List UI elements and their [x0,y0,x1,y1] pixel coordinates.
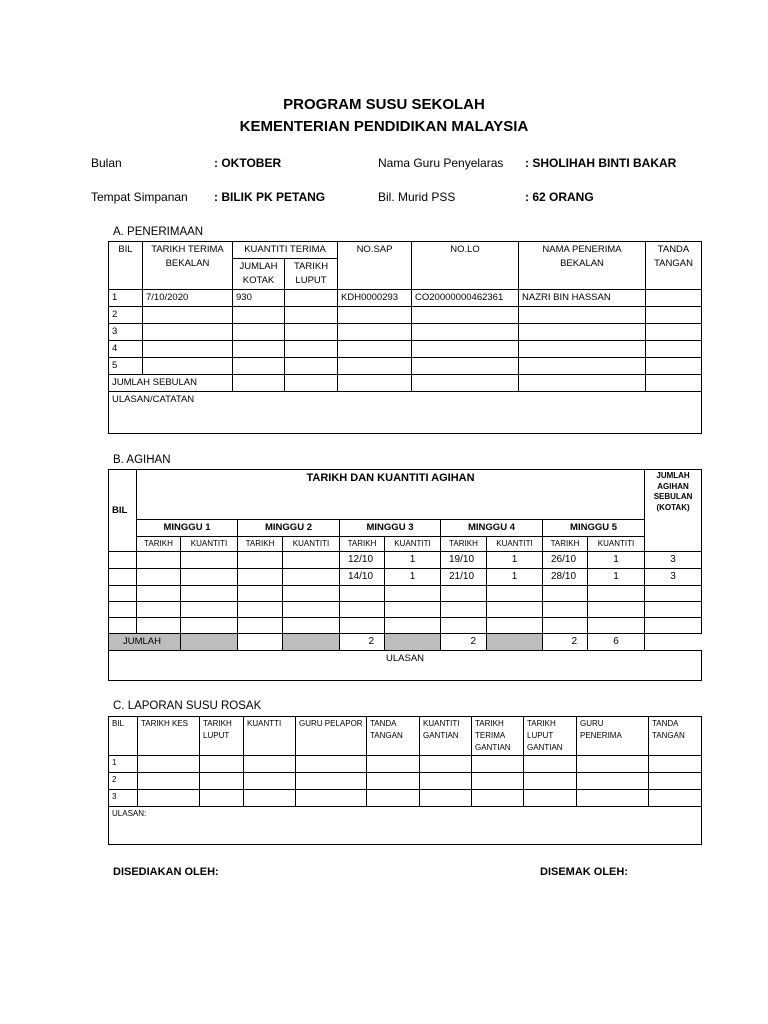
table-cell [367,773,420,790]
cell-kuantiti [385,602,441,618]
table-row [109,341,702,358]
table-cell [296,756,367,773]
cell-tarikh: 14/10 [340,569,385,586]
cell-tt [646,307,702,324]
cell-kuantiti [283,569,340,586]
table-cell [367,790,420,807]
week-header: MINGGU 1 [137,520,238,537]
laporan-ulasan: ULASAN: [109,807,702,845]
cell-tarikh [137,602,181,618]
cell-lo: CO20000000462361 [412,290,519,307]
jumlah-cell-shaded [487,634,543,651]
week-header: MINGGU 2 [238,520,340,537]
cell-kuantiti [181,552,238,569]
table-cell [420,756,472,773]
table-cell [649,790,702,807]
header-kuantiti-terima: KUANTITI TERIMA [233,242,338,259]
table-cell [646,375,702,392]
cell-sap: KDH0000293 [338,290,412,307]
header-no-sap: NO.SAP [338,242,412,290]
table-cell [244,756,296,773]
table-cell [519,375,646,392]
jumlah-cell: 2 [441,634,487,651]
cell-nama [519,324,646,341]
cell-tarikh [137,552,181,569]
table-row [109,290,702,307]
cell-jumlah [233,358,285,375]
bulan-value: : OKTOBER [214,156,282,170]
jumlah-cell [238,634,283,651]
table-cell [472,790,524,807]
header-cell: TARIKH KES [138,717,200,756]
cell-kuantiti: 1 [487,552,543,569]
document-title: PROGRAM SUSU SEKOLAH [283,96,485,113]
cell-bil: 4 [109,341,143,358]
cell-lo [412,358,519,375]
cell-luput [285,307,338,324]
cell-kuantiti [283,602,340,618]
header-cell: KUANTTI [244,717,296,756]
table-cell [244,790,296,807]
table-cell [367,756,420,773]
cell-kuantiti [181,569,238,586]
cell-kuantiti: 1 [385,552,441,569]
cell-lo [412,324,519,341]
table-cell [420,790,472,807]
table-cell [200,756,244,773]
cell-bil [109,586,137,602]
table-row [109,307,702,324]
cell-bil: 3 [109,790,138,807]
penerimaan-table [108,241,702,434]
header-bil: BIL [109,470,137,552]
table-cell [244,773,296,790]
table-cell [138,756,200,773]
cell-tarikh [543,618,588,634]
table-cell [524,790,577,807]
sub-header-tarikh: TARIKH [543,537,588,552]
table-cell [649,773,702,790]
cell-bil: 2 [109,773,138,790]
cell-kuantiti [181,586,238,602]
cell-luput [285,341,338,358]
cell-tarikh [137,586,181,602]
header-cell: TARIKH TERIMA GANTIAN [472,717,524,756]
cell-kuantiti [385,586,441,602]
cell-tarikh [143,307,233,324]
table-cell [412,375,519,392]
sub-header-kuantiti: KUANTITI [181,537,238,552]
table-cell [472,773,524,790]
cell-tarikh [340,618,385,634]
table-row [109,324,702,341]
table-row [109,773,702,790]
table-cell [649,756,702,773]
cell-kuantiti [588,586,645,602]
header-jumlah-agihan: JUMLAH AGIHAN SEBULAN (KOTAK) [645,470,702,552]
sub-header-kuantiti: KUANTITI [588,537,645,552]
header-tarikh-terima: TARIKH TERIMA BEKALAN [143,242,233,290]
table-cell [233,375,285,392]
cell-bil [109,552,137,569]
header-cell: KUANTITI GANTIAN [420,717,472,756]
cell-kuantiti [487,618,543,634]
header-jumlah-kotak: JUMLAH KOTAK [233,259,285,290]
cell-total [645,586,702,602]
table-row [109,756,702,773]
cell-bil: 1 [109,290,143,307]
cell-nama [519,341,646,358]
header-tanda-tangan: TANDA TANGAN [646,242,702,290]
cell-sap [338,324,412,341]
table-cell [420,773,472,790]
cell-nama [519,307,646,324]
cell-kuantiti [181,618,238,634]
tempat-label: Tempat Simpanan [91,190,188,204]
cell-bil: 3 [109,324,143,341]
cell-kuantiti [588,602,645,618]
cell-nama: NAZRI BIN HASSAN [519,290,646,307]
cell-kuantiti [487,586,543,602]
table-cell [200,790,244,807]
week-header: MINGGU 4 [441,520,543,537]
cell-total [645,602,702,618]
table-cell [296,773,367,790]
cell-tt [646,358,702,375]
murid-value: : 62 ORANG [525,190,594,204]
header-cell: TANDA TANGAN [367,717,420,756]
jumlah-cell-shaded [385,634,441,651]
cell-bil [109,618,137,634]
cell-luput [285,324,338,341]
header-cell: TARIKH LUPUT [200,717,244,756]
cell-tarikh [441,602,487,618]
cell-tarikh: 19/10 [441,552,487,569]
cell-tt [646,341,702,358]
sub-header-tarikh: TARIKH [340,537,385,552]
cell-tarikh [441,586,487,602]
cell-jumlah: 930 [233,290,285,307]
cell-tarikh [543,586,588,602]
cell-total [645,618,702,634]
header-cell: BIL [109,717,138,756]
agihan-table [108,469,702,681]
cell-kuantiti: 1 [385,569,441,586]
cell-jumlah [233,341,285,358]
cell-bil: 2 [109,307,143,324]
cell-tarikh [137,569,181,586]
table-cell [577,790,649,807]
cell-lo [412,341,519,358]
table-cell [296,790,367,807]
sub-header-tarikh: TARIKH [137,537,181,552]
header-tarikh-luput: TARIKH LUPUT [285,259,338,290]
cell-luput [285,358,338,375]
cell-kuantiti [385,618,441,634]
sub-header-kuantiti: KUANTITI [283,537,340,552]
table-row [109,358,702,375]
cell-sap [338,341,412,358]
cell-sap [338,307,412,324]
cell-total: 3 [645,552,702,569]
cell-bil [109,602,137,618]
cell-sap [338,358,412,375]
cell-kuantiti [588,618,645,634]
jumlah-cell: 2 [543,634,588,651]
cell-luput [285,290,338,307]
cell-bil [109,569,137,586]
cell-tt [646,290,702,307]
table-cell [200,773,244,790]
cell-tarikh [137,618,181,634]
cell-kuantiti [487,602,543,618]
document-subtitle: KEMENTERIAN PENDIDIKAN MALAYSIA [239,118,529,135]
cell-tt [646,324,702,341]
header-bil: BIL [109,242,143,290]
cell-tarikh [143,324,233,341]
cell-tarikh [143,341,233,358]
cell-kuantiti: 1 [588,552,645,569]
cell-kuantiti [181,602,238,618]
week-header: MINGGU 5 [543,520,645,537]
cell-tarikh: 12/10 [340,552,385,569]
bulan-label: Bulan [91,156,122,170]
table-cell [524,756,577,773]
table-row [109,602,702,618]
header-cell: TARIKH LUPUT GANTIAN [524,717,577,756]
cell-tarikh [441,618,487,634]
jumlah-cell: 2 [340,634,385,651]
ulasan-catatan: ULASAN/CATATAN [109,392,702,434]
disemak-oleh: DISEMAK OLEH: [540,866,628,878]
header-cell: GURU PELAPOR [296,717,367,756]
section-b-title: B. AGIHAN [113,454,171,466]
cell-tarikh [143,358,233,375]
table-cell [285,375,338,392]
cell-tarikh [238,602,283,618]
murid-label: Bil. Murid PSS [378,190,456,204]
section-c-title: C. LAPORAN SUSU ROSAK [113,700,262,712]
header-nama-penerima: NAMA PENERIMA BEKALAN [519,242,646,290]
cell-total: 3 [645,569,702,586]
table-cell [577,773,649,790]
cell-jumlah [233,307,285,324]
sub-header-tarikh: TARIKH [441,537,487,552]
cell-tarikh [340,586,385,602]
header-tarikh-kuantiti-agihan: TARIKH DAN KUANTITI AGIHAN [137,470,645,520]
cell-kuantiti [283,586,340,602]
cell-kuantiti [283,552,340,569]
jumlah-label: JUMLAH [109,634,181,651]
week-header: MINGGU 3 [340,520,441,537]
cell-tarikh: 26/10 [543,552,588,569]
guru-label: Nama Guru Penyelaras [378,156,504,170]
cell-tarikh [238,618,283,634]
header-cell: TANDA TANGAN [649,717,702,756]
cell-tarikh [238,586,283,602]
agihan-ulasan: ULASAN [109,651,702,681]
cell-kuantiti: 1 [588,569,645,586]
cell-tarikh: 21/10 [441,569,487,586]
table-cell [524,773,577,790]
cell-tarikh [238,569,283,586]
jumlah-cell-shaded [283,634,340,651]
table-cell [577,756,649,773]
header-no-lo: NO.LO [412,242,519,290]
header-cell: GURU PENERIMA [577,717,649,756]
table-cell [138,773,200,790]
cell-tarikh [238,552,283,569]
table-row [109,618,702,634]
cell-tarikh: 28/10 [543,569,588,586]
cell-bil: 1 [109,756,138,773]
cell-kuantiti [283,618,340,634]
cell-tarikh [340,602,385,618]
jumlah-cell-shaded [181,634,238,651]
table-row [109,790,702,807]
cell-tarikh: 7/10/2020 [143,290,233,307]
table-cell [138,790,200,807]
table-row [109,569,702,586]
tempat-value: : BILIK PK PETANG [214,190,326,204]
table-cell [472,756,524,773]
cell-bil: 5 [109,358,143,375]
cell-tarikh [543,602,588,618]
laporan-susu-rosak-table [108,716,702,845]
jumlah-sebulan-label: JUMLAH SEBULAN [109,375,233,392]
table-row [109,586,702,602]
jumlah-total: 6 [588,634,645,651]
cell-jumlah [233,324,285,341]
cell-kuantiti: 1 [487,569,543,586]
section-a-title: A. PENERIMAAN [113,226,204,238]
table-cell [338,375,412,392]
cell-lo [412,307,519,324]
guru-value: : SHOLIHAH BINTI BAKAR [525,156,677,170]
sub-header-kuantiti: KUANTITI [385,537,441,552]
sub-header-kuantiti: KUANTITI [487,537,543,552]
sub-header-tarikh: TARIKH [238,537,283,552]
disediakan-oleh: DISEDIAKAN OLEH: [113,866,219,878]
table-row [109,552,702,569]
cell-nama [519,358,646,375]
